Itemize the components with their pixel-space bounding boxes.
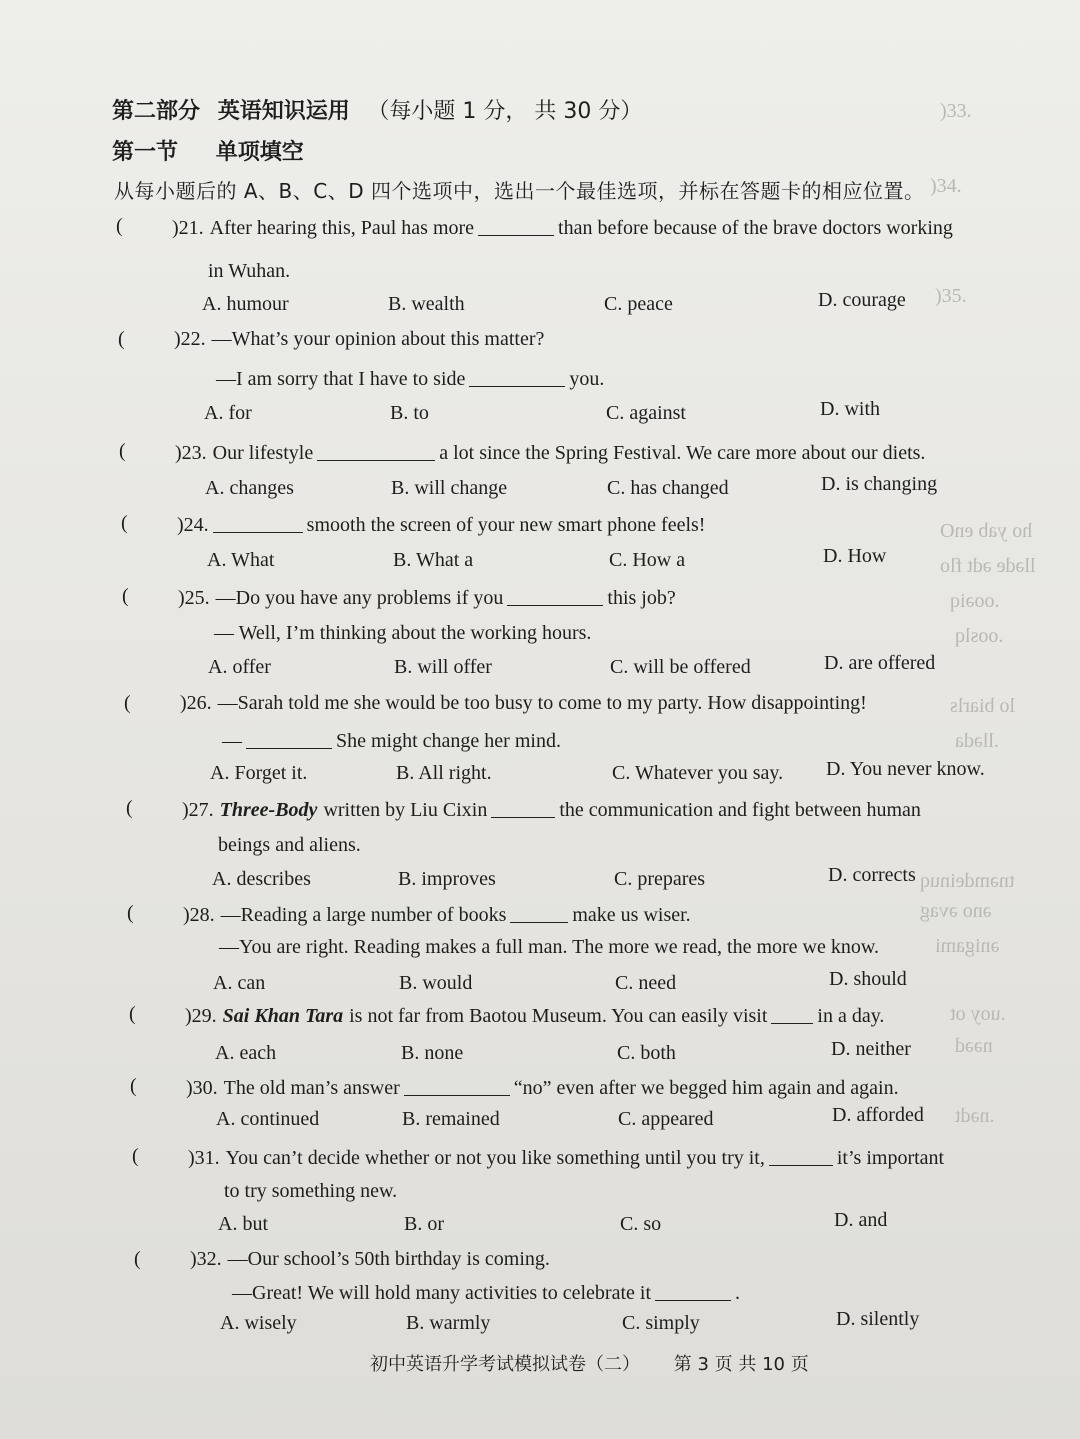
bleed-through-text: .ooslq — [955, 625, 1004, 647]
question-stem-line: —You are right. Reading makes a full man. The more we read, the more we know. — [219, 936, 880, 958]
answer-paren-open: ( — [116, 215, 123, 237]
option-b: B. will offer — [394, 656, 492, 678]
question-stem-part: is not far from Baotou Museum. You can easily visit — [349, 1005, 768, 1027]
option-c: C. so — [620, 1213, 662, 1235]
answer-blank — [507, 585, 603, 606]
part-score: （每小题 1 分， 共 30 分） — [367, 99, 643, 124]
question-number: )30. — [186, 1077, 218, 1099]
question-stem-part: —What’s your opinion about this matter? — [211, 328, 545, 350]
option-c: C. prepares — [614, 868, 706, 890]
question-stem — [186, 1075, 899, 1100]
option-c: C. peace — [604, 293, 673, 315]
option-d: D. How — [823, 545, 887, 567]
question-stem-part: After hearing this, Paul has more — [209, 217, 475, 239]
option-d: D. afforded — [832, 1104, 924, 1126]
question-stem-part: make us wiser. — [572, 904, 691, 926]
bleed-through-text: .uoy ot — [950, 1003, 1006, 1025]
answer-slot[interactable] — [141, 900, 177, 924]
question-stem-part: a lot since the Spring Festival. We care more about our diets. — [439, 442, 926, 464]
question-stem-part: You can’t decide whether or not you like something until you try it, — [225, 1147, 765, 1169]
question-stem-line: in Wuhan. — [208, 260, 291, 282]
answer-slot[interactable] — [133, 438, 169, 462]
question-stem — [188, 1145, 944, 1170]
question-stem-line: to try something new. — [224, 1180, 398, 1202]
title-italic-bold: Three-Body — [219, 799, 318, 821]
answer-paren-open: ( — [134, 1248, 141, 1270]
question-number: )22. — [174, 328, 206, 350]
answer-blank — [469, 366, 565, 387]
option-c: C. will be offered — [610, 656, 751, 678]
answer-blank — [213, 512, 303, 533]
part-heading — [112, 94, 642, 125]
option-a: A. offer — [208, 656, 271, 678]
question-stem-part: in a day. — [817, 1005, 885, 1027]
question-stem-line: — Well, I’m thinking about the working hours. — [214, 622, 592, 644]
answer-slot[interactable] — [148, 1246, 184, 1270]
answer-blank — [246, 728, 332, 749]
question-stem-part: —Do you have any problems if you — [215, 587, 504, 609]
question-stem-part: —Great! We will hold many activities to celebrate it — [232, 1282, 651, 1304]
option-b: B. will change — [391, 477, 508, 499]
question-number: )31. — [188, 1147, 220, 1169]
sub-title: 第一节 — [112, 140, 179, 165]
answer-slot[interactable] — [143, 1001, 179, 1025]
question-stem-line — [232, 1280, 740, 1305]
question-number: )26. — [180, 692, 212, 714]
bleed-through-text: )33. — [940, 100, 972, 122]
question-stem-part: written by Liu Cixin — [323, 799, 488, 821]
question-stem — [182, 797, 921, 822]
answer-blank — [491, 797, 555, 818]
question-stem-line — [222, 728, 561, 753]
answer-blank — [655, 1280, 731, 1301]
bleed-through-text: )35. — [935, 285, 967, 307]
question-stem-line — [216, 366, 604, 391]
bleed-through-text: .nədt — [955, 1105, 995, 1127]
answer-paren-open: ( — [118, 328, 125, 350]
question-stem — [185, 1003, 884, 1028]
option-c: C. against — [606, 402, 686, 424]
option-c: C. How a — [609, 549, 686, 571]
question-number: )29. — [185, 1005, 217, 1027]
option-d: D. are offered — [824, 652, 936, 674]
answer-paren-open: ( — [119, 440, 126, 462]
option-a: A. continued — [216, 1108, 320, 1130]
question-stem-part: —Sarah told me she would be too busy to come to my party. How disappointing! — [217, 692, 867, 714]
answer-blank — [769, 1145, 833, 1166]
answer-slot[interactable] — [140, 795, 176, 819]
bleed-through-text: lo biarls — [950, 695, 1015, 717]
option-b: B. wealth — [388, 293, 465, 315]
question-stem-part: —I am sorry that I have to side — [216, 368, 466, 390]
answer-slot[interactable] — [144, 1073, 180, 1097]
question-stem — [172, 215, 953, 240]
option-a: A. wisely — [220, 1312, 297, 1334]
footer-page-info: 第 3 页 共 10 页 — [673, 1354, 809, 1375]
bleed-through-text: tnəmdeinuq — [920, 870, 1015, 892]
option-a: A. What — [207, 549, 275, 571]
answer-blank — [317, 440, 435, 461]
answer-blank — [771, 1003, 813, 1024]
option-b: B. or — [404, 1213, 444, 1235]
answer-paren-open: ( — [132, 1145, 139, 1167]
question-stem — [180, 692, 867, 715]
answer-paren-open: ( — [129, 1003, 136, 1025]
sub-heading — [112, 135, 304, 166]
option-b: B. All right. — [396, 762, 492, 784]
answer-paren-open: ( — [130, 1075, 137, 1097]
part-title: 第二部分 — [112, 99, 201, 124]
answer-blank — [404, 1075, 510, 1096]
answer-slot[interactable] — [135, 510, 171, 534]
option-a: A. describes — [212, 868, 311, 890]
question-stem-part: it’s important — [836, 1147, 945, 1169]
question-stem-part: —Our school’s 50th birthday is coming. — [227, 1248, 550, 1270]
answer-slot[interactable] — [146, 1143, 182, 1167]
question-stem-part: “no” even after we begged him again and again. — [513, 1077, 899, 1099]
option-d: D. neither — [831, 1038, 911, 1060]
title-italic-bold: Sai Khan Tara — [222, 1005, 344, 1027]
question-stem-part: Our lifestyle — [212, 442, 314, 464]
page-footer — [370, 1350, 817, 1376]
question-stem — [175, 440, 925, 465]
option-c: C. both — [617, 1042, 676, 1064]
bleed-through-text: əno əvag — [920, 900, 992, 922]
question-stem-line: beings and aliens. — [218, 834, 361, 856]
bleed-through-text: nəəd — [955, 1035, 993, 1057]
answer-blank — [478, 215, 554, 236]
bleed-through-text: .lləda — [955, 730, 999, 752]
bleed-through-text: ho yab enO — [940, 520, 1033, 542]
bleed-through-text: ənigami — [935, 935, 1000, 957]
option-b: B. improves — [398, 868, 496, 890]
option-a: A. each — [215, 1042, 277, 1064]
question-number: )21. — [172, 217, 204, 239]
option-d: D. You never know. — [826, 758, 985, 780]
question-stem-part: than before because of the brave doctors working — [558, 217, 953, 239]
bleed-through-text: )34. — [930, 175, 962, 197]
option-b: B. none — [401, 1042, 464, 1064]
option-d: D. corrects — [828, 864, 916, 886]
bleed-through-text: lləde ədt flo — [940, 555, 1036, 577]
option-b: B. What a — [393, 549, 474, 571]
option-d: D. is changing — [821, 473, 938, 495]
question-number: )23. — [175, 442, 207, 464]
option-c: C. appeared — [618, 1108, 714, 1130]
answer-slot[interactable] — [138, 690, 174, 714]
option-b: B. would — [399, 972, 473, 994]
option-d: D. courage — [818, 289, 906, 311]
option-b: B. to — [390, 402, 429, 424]
question-stem-part: this job? — [607, 587, 676, 609]
option-b: B. remained — [402, 1108, 500, 1130]
sub-subtitle: 单项填空 — [215, 140, 304, 165]
answer-slot[interactable] — [136, 583, 172, 607]
option-c: C. Whatever you say. — [612, 762, 784, 784]
question-number: )25. — [178, 587, 210, 609]
question-stem — [178, 585, 676, 610]
option-b: B. warmly — [406, 1312, 491, 1334]
answer-blank — [510, 902, 568, 923]
question-number: )27. — [182, 799, 214, 821]
question-stem-part: She might change her mind. — [336, 730, 561, 752]
option-a: A. humour — [202, 293, 289, 315]
question-stem — [174, 328, 544, 351]
answer-paren-open: ( — [124, 692, 131, 714]
question-stem-part: . — [735, 1282, 740, 1304]
question-stem — [183, 902, 691, 927]
question-stem-part: The old man’s answer — [223, 1077, 400, 1099]
question-stem-part: — — [222, 730, 242, 752]
bleed-through-text: .ooəiq — [950, 590, 1000, 612]
answer-paren-open: ( — [127, 902, 134, 924]
option-c: C. need — [615, 972, 677, 994]
footer-title: 初中英语升学考试模拟试卷（二） — [370, 1354, 640, 1375]
question-stem — [177, 512, 705, 537]
question-stem-part: the communication and fight between human — [559, 799, 921, 821]
instruction-text: 从每小题后的 A、B、C、D 四个选项中，选出一个最佳选项，并标在答题卡的相应位置。 — [114, 179, 925, 203]
answer-paren-open: ( — [122, 585, 129, 607]
option-c: C. simply — [622, 1312, 700, 1334]
option-a: A. can — [213, 972, 266, 994]
option-d: D. silently — [836, 1308, 920, 1330]
option-d: D. with — [820, 398, 880, 420]
option-a: A. changes — [205, 477, 294, 499]
option-a: A. but — [218, 1213, 268, 1235]
answer-paren-open: ( — [126, 797, 133, 819]
option-c: C. has changed — [607, 477, 729, 499]
option-a: A. for — [204, 402, 252, 424]
question-stem-part: smooth the screen of your new smart phone feels! — [306, 514, 706, 536]
option-a: A. Forget it. — [210, 762, 308, 784]
question-stem — [190, 1248, 550, 1271]
answer-slot[interactable] — [132, 326, 168, 350]
part-subtitle: 英语知识运用 — [217, 99, 350, 124]
answer-slot[interactable] — [130, 213, 166, 237]
answer-paren-open: ( — [121, 512, 128, 534]
question-number: )28. — [183, 904, 215, 926]
question-number: )32. — [190, 1248, 222, 1270]
question-number: )24. — [177, 514, 209, 536]
option-d: D. should — [829, 968, 907, 990]
question-stem-part: you. — [569, 368, 605, 390]
option-d: D. and — [834, 1209, 888, 1231]
question-stem-part: —Reading a large number of books — [220, 904, 507, 926]
